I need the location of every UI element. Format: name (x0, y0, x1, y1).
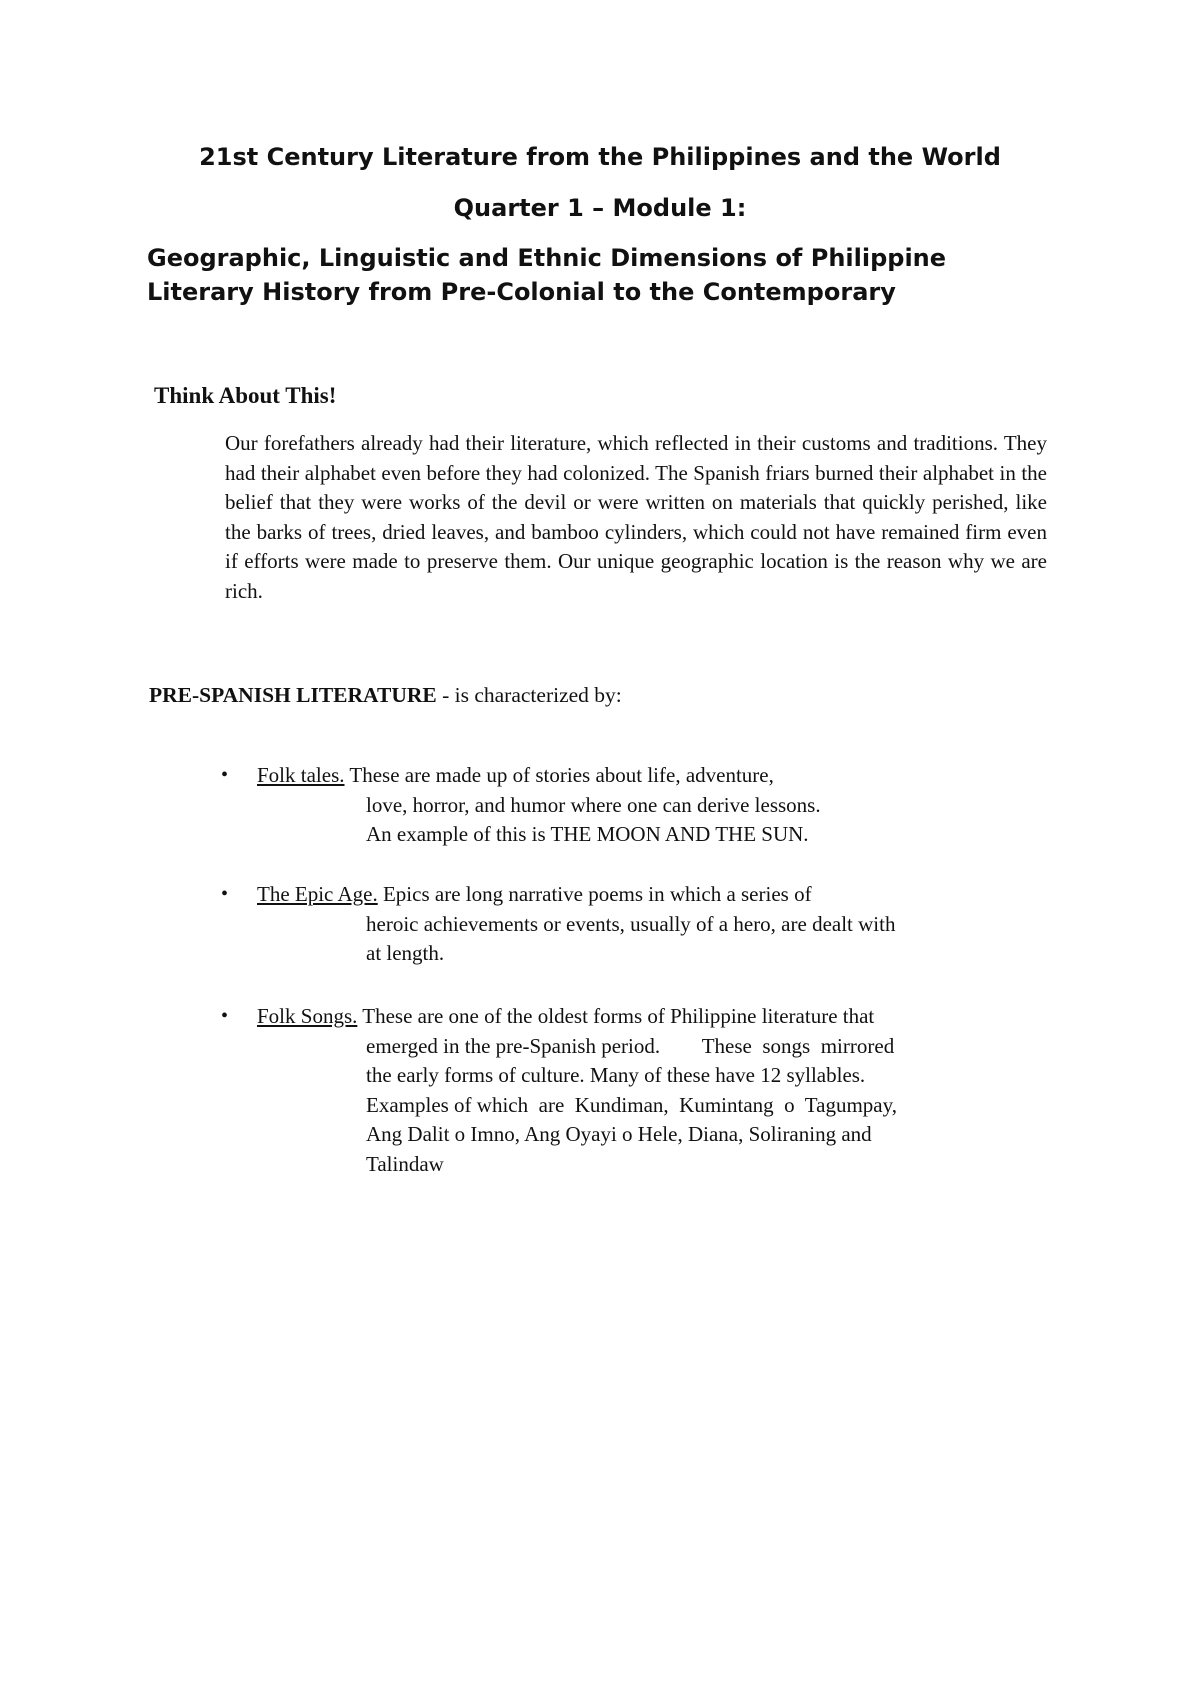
list-item-line: love, horror, and humor where one can derive lessons. (366, 792, 821, 817)
list-item-term: The Epic Age. (257, 882, 378, 906)
list-item-term: Folk Songs. (257, 1004, 358, 1028)
list-item-line: heroic achievements or events, usually of a hero, are dealt with (366, 911, 896, 936)
bullet-icon: • (221, 883, 229, 905)
list-item-continuation (366, 791, 1048, 850)
bullet-icon: • (221, 1005, 229, 1027)
list-item-term: Folk tales. (257, 763, 345, 787)
list-item-first-line (257, 761, 774, 791)
module-subtitle (147, 241, 1047, 309)
list-item-line: Ang Dalit o Imno, Ang Oyayi o Hele, Diana, Soliraning and (366, 1122, 872, 1147)
list-item-line: emerged in the pre-Spanish period. These songs mirrored (366, 1033, 895, 1058)
subtitle-line-1: Geographic, Linguistic and Ethnic Dimensions of Philippine (147, 244, 947, 272)
list-item-line: Examples of which are Kundiman, Kumintang o Tagumpay, (366, 1092, 897, 1117)
list-item-line: at length. (366, 941, 445, 966)
list-item-text: These are one of the oldest forms of Philippine literature that (357, 1004, 875, 1028)
intro-paragraph: Our forefathers already had their literature, which reflected in their customs and traditions. They had their alphabet even before they had colonized. The Spanish friars burned their alphabet in the belief that they were works of the devil or were written on materials that quickly perished, like the barks of trees, dried leaves, and bamboo cylinders, which could not have remained firm even if efforts were made to preserve them. Our unique geographic location is the reason why we are rich. (225, 431, 1047, 603)
list-item-text: These are made up of stories about life, adventure, (344, 763, 774, 787)
list-item-continuation (366, 1032, 1048, 1180)
subtitle-line-2: Literary History from Pre-Colonial to the Contemporary (147, 278, 896, 306)
list-item-line: Talindaw (366, 1151, 444, 1176)
list-item-text: Epics are long narrative poems in which a series of (377, 882, 812, 906)
list-item-line: the early forms of culture. Many of these have 12 syllables. (366, 1063, 866, 1088)
think-about-this-heading: Think About This! (154, 383, 337, 408)
document-title: 21st Century Literature from the Philippines and the World (199, 143, 1001, 171)
list-item-line: An example of this is THE MOON AND THE SUN. (366, 822, 809, 847)
pre-spanish-heading-label: PRE-SPANISH LITERATURE (149, 683, 437, 707)
list-item-first-line (257, 1002, 874, 1032)
module-label: Quarter 1 – Module 1: (453, 194, 747, 222)
bullet-icon: • (221, 764, 229, 786)
list-item-continuation (366, 910, 1048, 969)
pre-spanish-heading-suffix: - is characterized by: (436, 683, 622, 707)
pre-spanish-heading (149, 683, 622, 708)
list-item-first-line (257, 880, 812, 910)
